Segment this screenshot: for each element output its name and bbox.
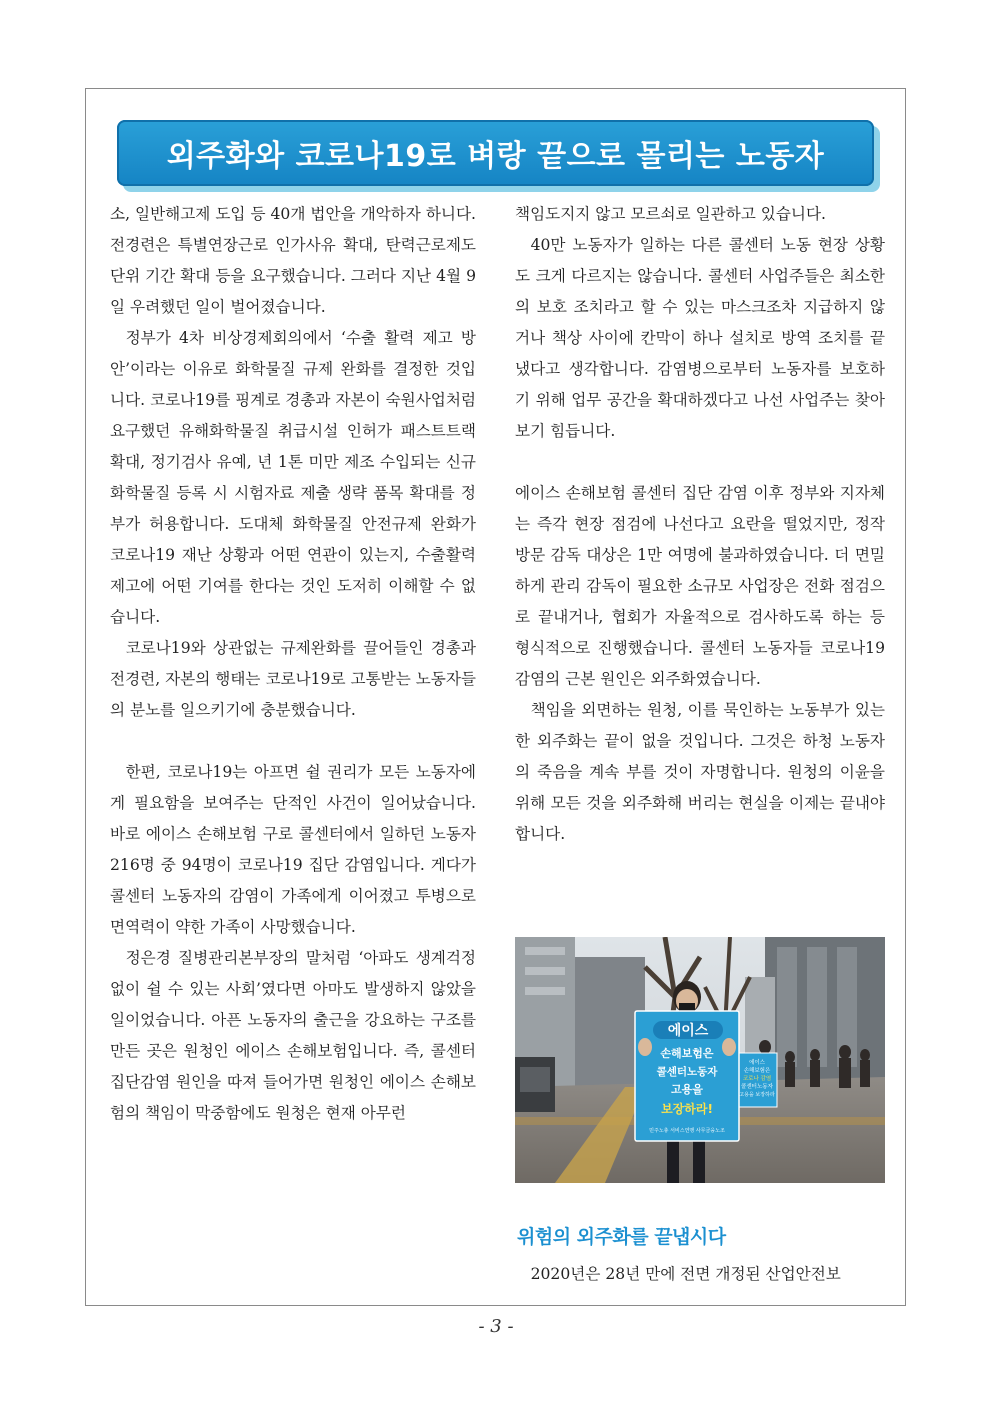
small-protest-sign: [737, 1053, 777, 1107]
small-sign-line: 고용을 보장하라: [739, 1092, 775, 1098]
paragraph: 코로나19와 상관없는 규제완화를 끌어들인 경총과 전경련, 자본의 행태는 코로나19로 고통받는 노동자들의 분노를 일으키기에 충분했습니다.: [110, 639, 476, 719]
page-number: - 3 -: [478, 1316, 514, 1337]
section-heading: 위험의 외주화를 끝냅시다: [517, 1226, 726, 1248]
paragraph: 40만 노동자가 일하는 다른 콜센터 노동 현장 상황도 크게 다르지는 않습니다. 콜센터 사업주들은 최소한의 보호 조치라고 할 수 있는 마스크조차 지급하지 않거나 책상 사이에 칸막이 하나 설치로 방역 조치를 끝냈다고 생각합니다. 감염병으로부터 노동자를 보호하기 위해 업무 공간을 확대하겠다고 나선 사업주는 찾아보기 힘듭니다.: [515, 236, 885, 440]
hand: [722, 1038, 736, 1056]
paragraph: 에이스 손해보험 콜센터 집단 감염 이후 정부와 지자체는 즉각 현장 점검에 나선다고 요란을 떨었지만, 정작 방문 감독 대상은 1만 여명에 불과하였습니다. 더 면밀하게 관리 감독이 필요한 소규모 사업장은 전화 점검으로 끝내거나, 협회가 자율적으로 검사하도록 하는 등 형식적으로 진행했습니다. 콜센터 노동자들 코로나19 감염의 근본 원인은 외주화였습니다.: [515, 484, 885, 688]
paragraph: 책임도지지 않고 모르쇠로 일관하고 있습니다.: [515, 205, 826, 223]
small-sign-line: 에이스: [749, 1060, 765, 1066]
sign-line: 고용을: [671, 1083, 703, 1096]
sign-footer: 민주노총 서비스연맹 사무금융노조: [649, 1128, 725, 1134]
sign-line: 콜센터노동자: [656, 1066, 718, 1078]
sign-line: 손해보험은: [660, 1047, 714, 1060]
paragraph-gap: [515, 447, 885, 478]
title-banner: [117, 120, 874, 186]
hand: [638, 1038, 652, 1056]
paragraph: 정은경 질병관리본부장의 말처럼 ‘아파도 생계걱정 없이 쉴 수 있는 사회’였다면 아마도 발생하지 않았을 일이었습니다. 아픈 노동자의 출근을 강요하는 구조를 만든 곳은 원청인 에이스 손해보험입니다. 즉, 콜센터 집단감염 원인을 따져 들어가면 원청인 에이스 손해보험의 책임이 막중함에도 원청은 현재 아무런: [110, 949, 476, 1122]
paragraph-gap: [110, 726, 476, 757]
paragraph: 정부가 4차 비상경제회의에서 ‘수출 활력 제고 방안’이라는 이유로 화학물질 규제 완화를 결정한 것입니다. 코로나19를 핑계로 경총과 자본이 숙원사업처럼 요구했던 유해화학물질 취급시설 인허가 패스트트랙 확대, 정기검사 유예, 년 1톤 미만 제조 수입되는 신규화학물질 등록 시 시험자료 제출 생략 품목 확대를 정부가 허용합니다. 도대체 화학물질 안전규제 완화가 코로나19 재난 상황과 어떤 연관이 있는지, 수출활력제고에 어떤 기여를 한다는 것인 도저히 이해할 수 없습니다.: [110, 329, 476, 626]
paragraph: 책임을 외면하는 원청, 이를 묵인하는 노동부가 있는 한 외주화는 끝이 없을 것입니다. 그것은 하청 노동자의 죽음을 계속 부를 것이 자명합니다. 원청의 이윤을 위해 모든 것을 외주화해 버리는 현실을 이제는 끝내야 합니다.: [515, 701, 885, 843]
left-column: [110, 199, 476, 1129]
main-protest-sign: [635, 1011, 739, 1141]
small-sign-line: 손해보험은: [743, 1068, 771, 1074]
sign-line: 보장하라!: [661, 1102, 713, 1116]
paragraph: 한편, 코로나19는 아프면 쉴 권리가 모든 노동자에게 필요함을 보여주는 단적인 사건이 일어났습니다. 바로 에이스 손해보험 구로 콜센터에서 일하던 노동자 216명 중 94명이 코로나19 집단 감염입니다. 게다가 콜센터 노동자의 감염이 가족에게 이어졌고 투병으로 면역력이 약한 가족이 사망했습니다.: [110, 763, 476, 936]
section-first-line: 2020년은 28년 만에 전면 개정된 산업안전보: [530, 1265, 841, 1283]
small-sign-line: 콜센터노동자: [741, 1084, 773, 1090]
small-sign-line: 코로나 감염: [742, 1076, 772, 1082]
sign-line: 에이스: [667, 1023, 709, 1039]
page-title: 외주화와 코로나19로 벼랑 끝으로 몰리는 노동자: [166, 139, 825, 174]
paragraph: 소, 일반해고제 도입 등 40개 법안을 개악하자 하니다. 전경련은 특별연장근로 인가사유 확대, 탄력근로제도 단위 기간 확대 등을 요구했습니다. 그러다 지난 4월 9일 우려했던 일이 벌어졌습니다.: [110, 205, 476, 316]
protest-photo: [515, 937, 885, 1183]
right-column: [515, 199, 885, 850]
